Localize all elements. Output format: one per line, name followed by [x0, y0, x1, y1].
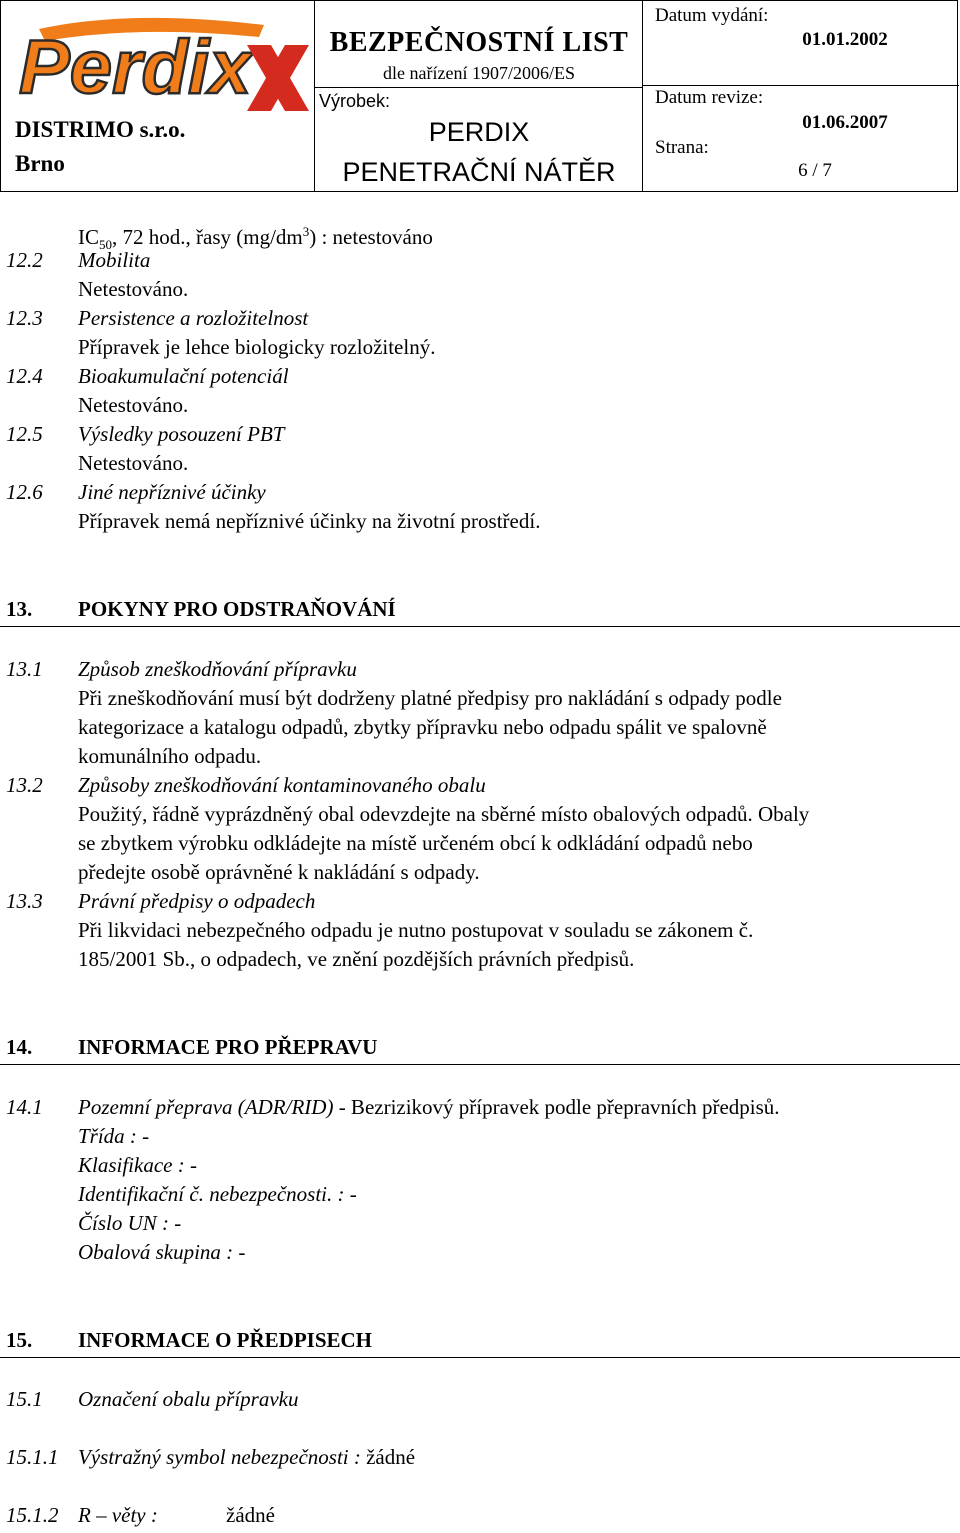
- revision-date-label: Datum revize:: [655, 87, 764, 108]
- ic50-prefix: IC: [78, 225, 99, 249]
- page-label: Strana:: [655, 137, 709, 158]
- item-number: 15.1.2: [6, 1503, 59, 1527]
- ic50-mid: , 72 hod., řasy (mg/dm: [112, 225, 303, 249]
- item-number: 12.5: [6, 422, 43, 446]
- item-number: 12.3: [6, 306, 43, 330]
- header-title-cell: [315, 1, 643, 191]
- item-text: Použitý, řádně vyprázdněný obal odevzdejte na sběrné místo obalových odpadů. Obaly: [78, 802, 810, 826]
- product-name-line1: PERDIX: [428, 117, 530, 147]
- section-number: 14.: [6, 1035, 33, 1059]
- item-text: Přípravek je lehce biologicky rozložitelný.: [78, 335, 436, 359]
- item-text: se zbytkem výrobku odkládejte na místě určeném obcí k odkládání odpadů nebo: [78, 831, 753, 855]
- item-text: 185/2001 Sb., o odpadech, ve znění pozdějších právních předpisů.: [78, 947, 635, 971]
- logo-text: Perdix: [19, 25, 252, 110]
- document-title: BEZPEČNOSTNÍ LIST: [329, 27, 629, 58]
- item-text: kategorizace a katalogu odpadů, zbytky přípravku nebo odpadu spálit ve spalovně: [78, 715, 767, 739]
- item-text: Přípravek nemá nepříznivé účinky na životní prostředí.: [78, 509, 541, 533]
- item-number: 13.3: [6, 889, 43, 913]
- item-text: Netestováno.: [78, 393, 189, 417]
- item-title: Mobilita: [78, 248, 151, 272]
- item-title: Bioakumulační potenciál: [78, 364, 289, 388]
- item-title: Způsoby zneškodňování kontaminovaného obalu: [78, 773, 486, 797]
- item-text: - Bezrizikový přípravek podle přepravních předpisů.: [333, 1095, 780, 1119]
- item-number: 12.6: [6, 480, 43, 504]
- item-text: Při likvidaci nebezpečného odpadu je nutno postupovat v souladu se zákonem č.: [78, 918, 754, 942]
- item-text: Netestováno.: [78, 277, 189, 301]
- section-divider: [0, 626, 960, 627]
- field-class: Třída : -: [78, 1124, 150, 1148]
- item-text: Netestováno.: [78, 451, 189, 475]
- product-label: Výrobek:: [319, 91, 391, 111]
- item-text: předejte osobě oprávněné k nakládání s odpady.: [78, 860, 480, 884]
- item-title: Právní předpisy o odpadech: [78, 889, 316, 913]
- document-header: [0, 0, 958, 192]
- item-value: žádné: [226, 1503, 275, 1527]
- item-text: Při zneškodňování musí být dodrženy platné předpisy pro nakládání s odpady podle: [78, 686, 782, 710]
- item-number: 12.2: [6, 248, 43, 272]
- item-number: 14.1: [6, 1095, 43, 1119]
- header-divider: [315, 87, 642, 88]
- item-title: Způsob zneškodňování přípravku: [78, 657, 357, 681]
- ic50-superscript: 3: [302, 224, 310, 239]
- field-hazard-id: Identifikační č. nebezpečnosti. : -: [78, 1182, 357, 1206]
- ic50-suffix: ) : netestováno: [309, 225, 433, 249]
- item-number: 15.1.1: [6, 1445, 59, 1469]
- item-title: R – věty :: [78, 1503, 158, 1527]
- product-name-line2: PENETRAČNÍ NÁTĚR: [342, 157, 616, 187]
- field-un-number: Číslo UN : -: [78, 1211, 182, 1235]
- item-title: Jiné nepříznivé účinky: [78, 480, 266, 504]
- section-divider: [0, 1357, 960, 1358]
- section-number: 13.: [6, 597, 33, 621]
- field-packing-group: Obalová skupina : -: [78, 1240, 246, 1264]
- page-number: 6 / 7: [798, 160, 832, 181]
- item-text: komunálního odpadu.: [78, 744, 262, 768]
- item-number: 12.4: [6, 364, 43, 388]
- revision-date-value: 01.06.2007: [802, 112, 888, 133]
- issue-date-value: 01.01.2002: [802, 29, 888, 50]
- item-title: Persistence a rozložitelnost: [78, 306, 309, 330]
- item-title: Výsledky posouzení PBT: [78, 422, 285, 446]
- item-number: 13.2: [6, 773, 43, 797]
- ic50-subscript: 50: [99, 237, 112, 253]
- item-number: 15.1: [6, 1387, 43, 1411]
- company-name: DISTRIMO s.r.o.: [15, 117, 186, 142]
- section-title: POKYNY PRO ODSTRAŇOVÁNÍ: [78, 597, 396, 621]
- section-number: 15.: [6, 1328, 33, 1352]
- item-title: Označení obalu přípravku: [78, 1387, 299, 1411]
- document-subtitle: dle nařízení 1907/2006/ES: [383, 63, 575, 83]
- item-title: Výstražný symbol nebezpečnosti :: [78, 1445, 367, 1469]
- header-dates-cell: [643, 1, 959, 191]
- field-classification: Klasifikace : -: [78, 1153, 197, 1177]
- header-divider: [643, 85, 959, 86]
- header-company-cell: [1, 1, 315, 191]
- issue-date-label: Datum vydání:: [655, 5, 769, 26]
- item-title: Pozemní přeprava (ADR/RID): [78, 1095, 334, 1119]
- item-value: žádné: [366, 1445, 416, 1469]
- section-title: INFORMACE PRO PŘEPRAVU: [78, 1035, 378, 1059]
- section-divider: [0, 1064, 960, 1065]
- perdix-logo: [9, 15, 309, 115]
- item-number: 13.1: [6, 657, 43, 681]
- company-city: Brno: [15, 151, 65, 176]
- section-title: INFORMACE O PŘEDPISECH: [78, 1328, 373, 1352]
